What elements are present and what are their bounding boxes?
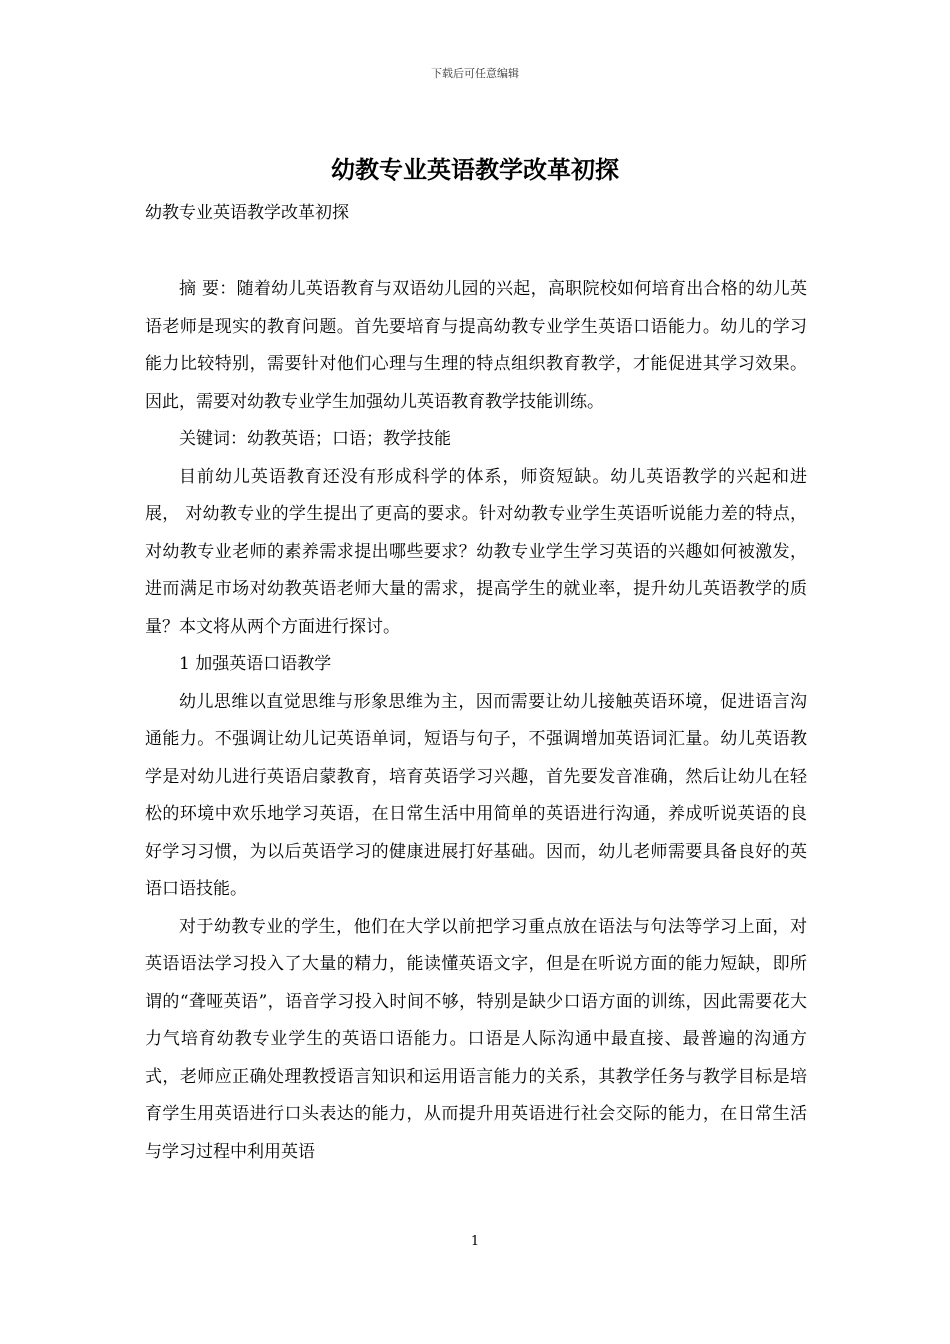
body-paragraph: 对于幼教专业的学生，他们在大学以前把学习重点放在语法与句法等学习上面，对英语语法学习投入了大量的精力，能读懂英语文字，但是在听说方面的能力短缺，即所谓的“聋哑英语”，语音学习投入时间不够，特别是缺少口语方面的训练，因此需要花大力气培育幼教专业学生的英语口语能力。口语是人际沟通中最直接、最普遍的沟通方式，老师应正确处理教授语言知识和运用语言能力的关系，其教学任务与教学目标是培育学生用英语进行口头表达的能力，从而提升用英语进行社会交际的能力，在日常生活与学习过程中利用英语 [145, 916, 807, 1162]
header-note: 下载后可任意编辑 [431, 67, 519, 80]
body-paragraph: 幼儿思维以直觉思维与形象思维为主，因而需要让幼儿接触英语环境，促进语言沟通能力。不强调让幼儿记英语单词，短语与句子，不强调增加英语词汇量。幼儿英语教学是对幼儿进行英语启蒙教育，培育英语学习兴趣，首先要发音准确，然后让幼儿在轻松的环境中欢乐地学习英语，在日常生活中用简单的英语进行沟通，养成听说英语的良好学习习惯，为以后英语学习的健康进展打好基础。因而，幼儿老师需要具备良好的英语口语技能。 [145, 691, 807, 899]
section-heading: 1 加强英语口语教学 [179, 654, 332, 674]
document-subtitle: 幼教专业英语教学改革初探 [145, 203, 349, 223]
abstract-paragraph: 摘 要：随着幼儿英语教育与双语幼儿园的兴起，高职院校如何培育出合格的幼儿英语老师是现实的教育问题。首先要培育与提高幼教专业学生英语口语能力。幼儿的学习能力比较特别，需要针对他们心理与生理的特点组织教育教学，才能促进其学习效果。因此，需要对幼教专业学生加强幼儿英语教育教学技能训练。 [145, 279, 807, 412]
intro-paragraph: 目前幼儿英语教育还没有形成科学的体系，师资短缺。幼儿英语教学的兴起和进展， 对幼教专业的学生提出了更高的要求。针对幼教专业学生英语听说能力差的特点，对幼教专业老师的素养需求提出哪些要求？幼教专业学生学习英语的兴趣如何被激发，进而满足市场对幼教英语老师大量的需求，提高学生的就业率，提升幼儿英语教学的质量？本文将从两个方面进行探讨。 [145, 466, 807, 637]
document-body [145, 271, 807, 1171]
keywords-paragraph: 关键词：幼教英语；口语；教学技能 [179, 429, 451, 449]
document-title: 幼教专业英语教学改革初探 [331, 155, 619, 184]
page-number: 1 [470, 1234, 480, 1249]
